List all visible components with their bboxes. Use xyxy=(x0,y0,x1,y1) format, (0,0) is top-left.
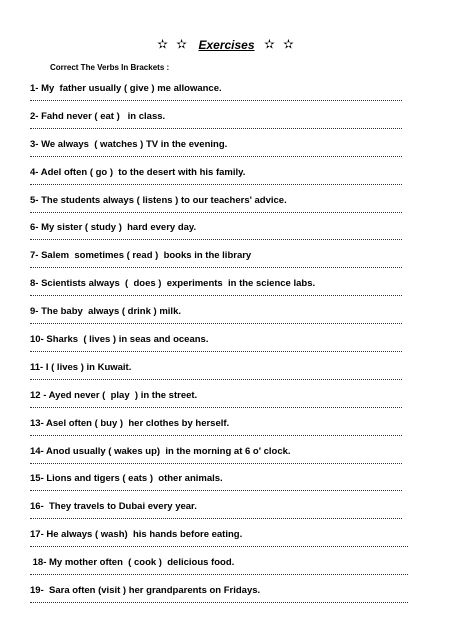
exercise-list xyxy=(30,81,410,611)
exercise-item xyxy=(30,416,410,444)
answer-line xyxy=(30,156,402,157)
star-icon-right: ✫ ✫ xyxy=(263,37,296,53)
exercise-item xyxy=(30,527,410,555)
title-row xyxy=(0,36,453,54)
exercise-sentence: 11- I ( lives ) in Kuwait. xyxy=(30,361,132,373)
answer-line xyxy=(30,267,402,268)
exercise-sentence: 9- The baby always ( drink ) milk. xyxy=(30,306,181,318)
exercise-item xyxy=(30,360,410,388)
exercise-item xyxy=(30,499,410,527)
exercise-item xyxy=(30,276,410,304)
answer-line xyxy=(30,351,402,352)
exercise-sentence: 3- We always ( watches ) TV in the evening. xyxy=(30,138,228,150)
exercise-sentence: 15- Lions and tigers ( eats ) other animals. xyxy=(30,473,223,485)
exercise-sentence: 8- Scientists always ( does ) experiments in the science labs. xyxy=(30,278,316,290)
answer-line xyxy=(30,602,408,603)
exercise-item xyxy=(30,220,410,248)
exercise-item xyxy=(30,555,410,583)
exercise-sentence: 19- Sara often (visit ) her grandparents on Fridays. xyxy=(30,585,261,597)
exercise-sentence: 18- My mother often ( cook ) delicious food. xyxy=(30,557,235,569)
page-title: Exercises xyxy=(198,37,255,52)
exercise-item xyxy=(30,109,410,137)
answer-line xyxy=(30,100,402,101)
answer-line xyxy=(30,518,402,519)
answer-line xyxy=(30,463,402,464)
exercise-item xyxy=(30,388,410,416)
instructions-heading: Correct The Verbs In Brackets : xyxy=(50,63,170,72)
exercise-item xyxy=(30,332,410,360)
answer-line xyxy=(30,184,402,185)
exercise-item xyxy=(30,81,410,109)
exercise-sentence: 7- Salem sometimes ( read ) books in the library xyxy=(30,250,252,262)
exercise-sentence: 2- Fahd never ( eat ) in class. xyxy=(30,110,166,122)
exercise-sentence: 14- Anod usually ( wakes up) in the morning at 6 o' clock. xyxy=(30,445,291,457)
answer-line xyxy=(30,379,402,380)
exercise-item xyxy=(30,165,410,193)
answer-line xyxy=(30,295,402,296)
answer-line xyxy=(30,128,402,129)
exercise-item xyxy=(30,471,410,499)
exercise-item xyxy=(30,193,410,221)
exercise-sentence: 6- My sister ( study ) hard every day. xyxy=(30,222,197,234)
exercise-item xyxy=(30,137,410,165)
exercise-sentence: 4- Adel often ( go ) to the desert with his family. xyxy=(30,166,246,178)
answer-line xyxy=(30,435,402,436)
answer-line xyxy=(30,490,402,491)
exercise-sentence: 13- Asel often ( buy ) her clothes by herself. xyxy=(30,417,230,429)
exercise-sentence: 10- Sharks ( lives ) in seas and oceans. xyxy=(30,334,209,346)
exercise-sentence: 16- They travels to Dubai every year. xyxy=(30,501,197,513)
exercise-sentence: 5- The students always ( listens ) to our teachers' advice. xyxy=(30,194,287,206)
answer-line xyxy=(30,239,402,240)
exercise-item xyxy=(30,248,410,276)
answer-line xyxy=(30,546,408,547)
exercise-item xyxy=(30,583,410,611)
exercise-item xyxy=(30,304,410,332)
exercise-sentence: 1- My father usually ( give ) me allowance. xyxy=(30,83,222,94)
answer-line xyxy=(30,407,402,408)
exercise-sentence: 12 - Ayed never ( play ) in the street. xyxy=(30,389,198,401)
answer-line xyxy=(30,574,408,575)
answer-line xyxy=(30,212,402,213)
star-icon-left: ✫ ✫ xyxy=(157,37,190,53)
exercise-sentence: 17- He always ( wash) his hands before eating. xyxy=(30,529,243,541)
exercise-item xyxy=(30,444,410,472)
answer-line xyxy=(30,323,402,324)
